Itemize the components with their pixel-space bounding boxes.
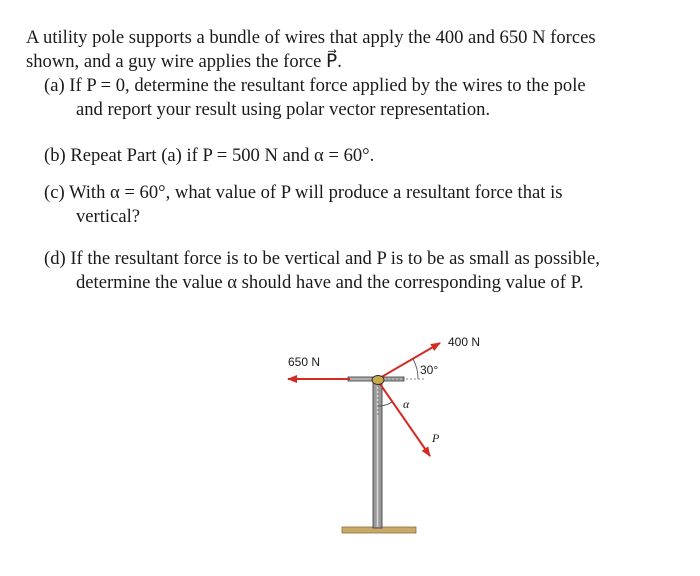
intro-line-1: A utility pole supports a bundle of wires that apply the 400 and 650 N forces: [26, 27, 596, 48]
intro-line-2: shown, and a guy wire applies the force P⃗.: [26, 51, 342, 72]
pole-diagram: [270, 320, 510, 550]
part-c-line-1: With α = 60°, what value of P will produce a resultant force that is: [68, 182, 563, 203]
part-d-line-2: determine the value α should have and the corresponding value of P.: [76, 272, 584, 293]
part-c: [44, 182, 562, 204]
part-a: [44, 75, 586, 97]
force-arrow-p: [378, 381, 430, 456]
label-30deg: 30°: [420, 363, 439, 377]
part-b: [44, 145, 374, 167]
part-c-label: (c): [44, 182, 65, 203]
part-d: [44, 248, 600, 270]
label-650n: 650 N: [288, 355, 321, 369]
part-d-label: (d): [44, 248, 66, 269]
part-a-line-1: If P = 0, determine the resultant force applied by the wires to the pole: [69, 75, 586, 96]
part-b-line-1: Repeat Part (a) if P = 500 N and α = 60°.: [70, 145, 375, 166]
part-a-label: (a): [44, 75, 65, 96]
wire-bracket: [372, 376, 384, 385]
angle-arc-30: [413, 359, 418, 379]
part-c-line-2: vertical?: [76, 206, 140, 227]
label-400n: 400 N: [448, 335, 481, 349]
label-p: P: [432, 431, 440, 445]
part-a-line-2: and report your result using polar vector representation.: [76, 99, 491, 120]
part-b-label: (b): [44, 145, 66, 166]
part-d-line-1: If the resultant force is to be vertical and P is to be as small as possible,: [70, 248, 600, 269]
utility-pole-figure: [270, 320, 510, 550]
label-alpha: α: [403, 397, 410, 411]
